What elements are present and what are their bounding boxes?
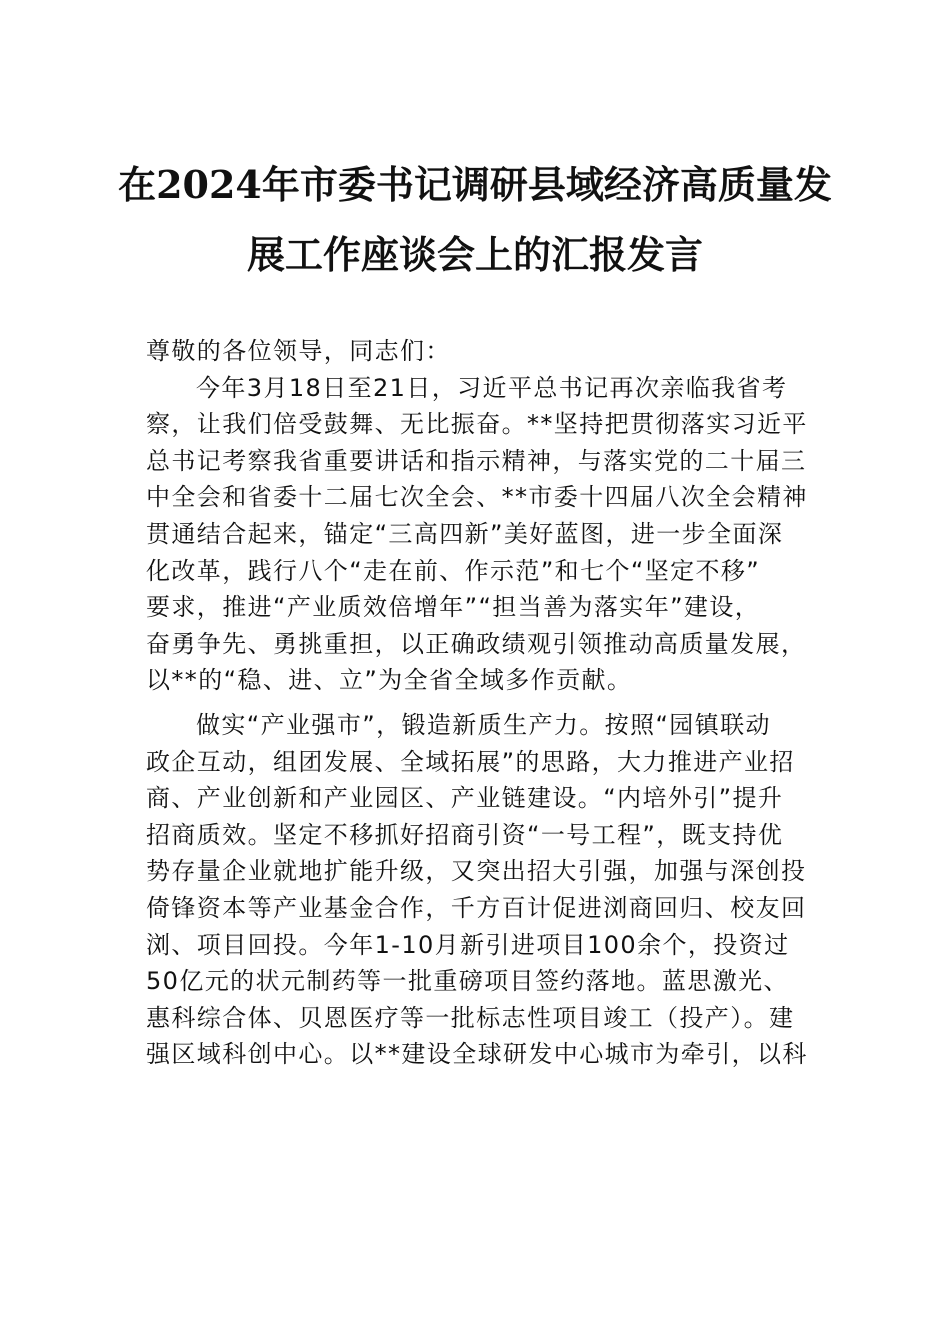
paragraph-line: 总书记考察我省重要讲话和指示精神，与落实党的二十届三 xyxy=(146,446,807,475)
title-line-2: 展工作座谈会上的汇报发言 xyxy=(246,232,703,277)
paragraph-line: 商、产业创新和产业园区、产业链建设。“内培外引”提升 xyxy=(146,784,784,813)
paragraph-line: 势存量企业就地扩能升级，又突出招大引强，加强与深创投 xyxy=(146,857,807,886)
paragraph-line: 贯通结合起来，锚定“三高四新”美好蓝图，进一步全面深 xyxy=(146,519,784,548)
paragraph-line: 以**的“稳、进、立”为全省全域多作贡献。 xyxy=(146,666,633,695)
document-title xyxy=(0,150,950,290)
document-body xyxy=(146,333,808,1073)
paragraph-line: 中全会和省委十二届七次全会、**市委十四届八次全会精神 xyxy=(146,483,808,512)
paragraph-1 xyxy=(146,370,808,699)
paragraph-line: 今年3月18日至21日，习近平总书记再次亲临我省考 xyxy=(196,373,788,402)
paragraph-gap xyxy=(146,699,808,707)
paragraph-line: 察，让我们倍受鼓舞、无比振奋。**坚持把贯彻落实习近平 xyxy=(146,410,808,439)
paragraph-line: 倚锋资本等产业基金合作，千方百计促进浏商回归、校友回 xyxy=(146,893,807,922)
paragraph-line: 强区域科创中心。以**建设全球研发中心城市为牵引，以科 xyxy=(146,1040,808,1069)
paragraph-line: 政企互动，组团发展、全域拓展”的思路，大力推进产业招 xyxy=(146,747,795,776)
paragraph-line: 浏、项目回投。今年1-10月新引进项目100余个，投资过 xyxy=(146,930,790,959)
paragraph-line: 奋勇争先、勇挑重担，以正确政绩观引领推动高质量发展， xyxy=(146,629,807,658)
paragraph-line: 做实“产业强市”，锻造新质生产力。按照“园镇联动 xyxy=(196,710,771,739)
salutation: 尊敬的各位领导，同志们： xyxy=(146,337,451,365)
paragraph-line: 50亿元的状元制药等一批重磅项目签约落地。蓝思激光、 xyxy=(146,967,789,996)
paragraph-2 xyxy=(146,707,808,1073)
paragraph-line: 惠科综合体、贝恩医疗等一批标志性项目竣工（投产）。建 xyxy=(146,1003,795,1032)
paragraph-line: 化改革，践行八个“走在前、作示范”和七个“坚定不移” xyxy=(146,556,761,585)
title-line-1: 在2024年市委书记调研县域经济高质量发 xyxy=(118,162,832,207)
paragraph-line: 要求，推进“产业质效倍增年”“担当善为落实年”建设， xyxy=(146,593,761,622)
paragraph-line: 招商质效。坚定不移抓好招商引资“一号工程”，既支持优 xyxy=(146,820,784,849)
